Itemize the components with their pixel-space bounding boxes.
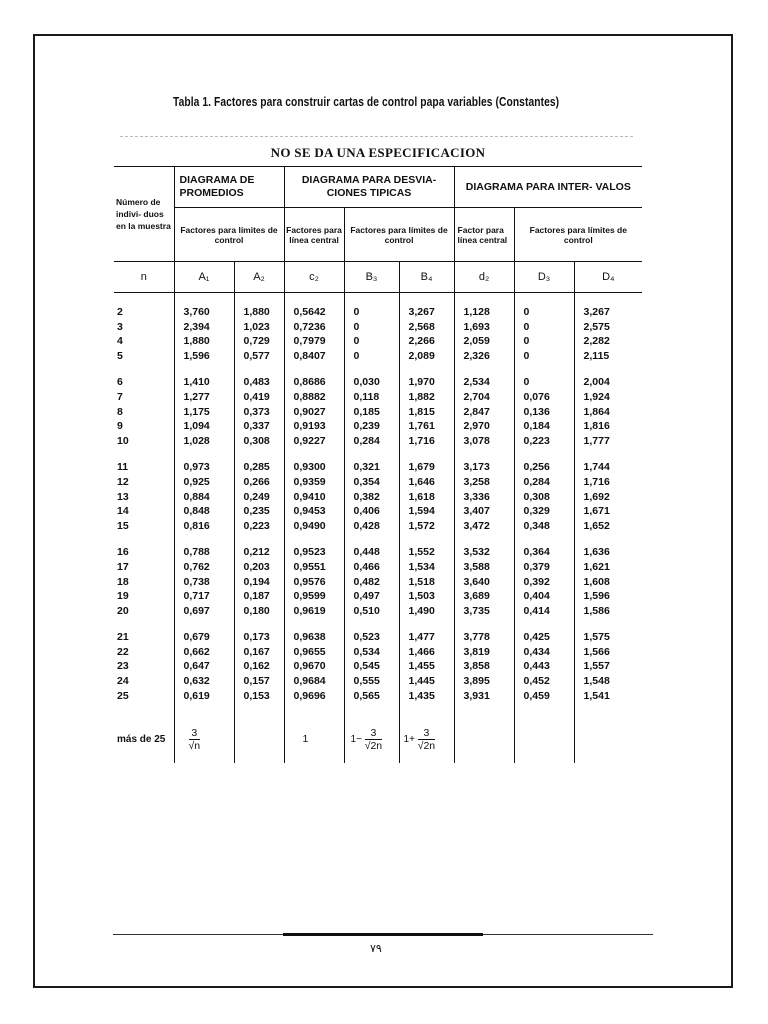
table-cell: 1,671	[574, 504, 642, 519]
table-row	[114, 659, 642, 674]
group-spacer	[114, 293, 642, 306]
sym-a1: A₁	[174, 262, 234, 293]
table-cell: 0	[344, 349, 399, 364]
table-cell: 1,924	[574, 390, 642, 405]
table-cell: 0,414	[514, 604, 574, 619]
control-factors-table	[114, 140, 642, 763]
table-cell: 3,258	[454, 475, 514, 490]
table-cell: 25	[117, 689, 129, 702]
table-row	[114, 575, 642, 590]
table-cell: 5	[117, 349, 123, 362]
table-cell: 0,459	[514, 689, 574, 704]
table-cell: 3,640	[454, 575, 514, 590]
table-cell: 1,646	[399, 475, 454, 490]
table-cell: 3,931	[454, 689, 514, 704]
table-cell: 1,816	[574, 419, 642, 434]
table-cell: 0,162	[234, 659, 284, 674]
table-cell: 7	[117, 390, 123, 403]
table-row	[114, 405, 642, 420]
table-cell: 0,379	[514, 560, 574, 575]
table-cell: 3,858	[454, 659, 514, 674]
table-row	[114, 475, 642, 490]
table-cell: 0,762	[174, 560, 234, 575]
table-cell: 1,552	[399, 545, 454, 560]
table-cell: 2,704	[454, 390, 514, 405]
table-cell: 3,336	[454, 490, 514, 505]
table-cell: 0,118	[344, 390, 399, 405]
table-cell: 16	[117, 546, 129, 559]
table-cell: 1,882	[399, 390, 454, 405]
header-group-ranges: DIAGRAMA PARA INTER- VALOS	[454, 167, 642, 208]
table-cell: 0,9619	[284, 604, 344, 619]
table-cell: 1,094	[174, 419, 234, 434]
group-spacer	[114, 363, 642, 375]
table-cell: 1,445	[399, 674, 454, 689]
table-cell: 0,9027	[284, 405, 344, 420]
table-cell: 0,406	[344, 504, 399, 519]
table-cell: 18	[117, 575, 129, 588]
table-cell: 0,348	[514, 519, 574, 534]
table-cell: 0,136	[514, 405, 574, 420]
table-cell: 1,761	[399, 419, 454, 434]
table-cell: 2,004	[574, 375, 642, 390]
table-cell: 0,973	[174, 460, 234, 475]
table-row	[114, 545, 642, 560]
table-row	[114, 419, 642, 434]
table-cell: 24	[117, 675, 129, 688]
table-cell: 0	[514, 349, 574, 364]
table-cell: 0,884	[174, 490, 234, 505]
table-cell: 15	[117, 519, 129, 532]
table-cell: 1,652	[574, 519, 642, 534]
table-cell: 3,532	[454, 545, 514, 560]
table-row	[114, 320, 642, 335]
table-cell: 0,180	[234, 604, 284, 619]
group-spacer	[114, 533, 642, 545]
table-cell: 0,697	[174, 604, 234, 619]
header-group-stddev: DIAGRAMA PARA DESVIA- CIONES TIPICAS	[284, 167, 454, 208]
table-cell: 3,735	[454, 604, 514, 619]
sym-a2: A₂	[234, 262, 284, 293]
table-row	[114, 519, 642, 534]
header-sub-stddev-central: Factores para línea central	[284, 208, 344, 262]
table-cell: 3,173	[454, 460, 514, 475]
table-cell: 0,452	[514, 674, 574, 689]
table-cell: 0,632	[174, 674, 234, 689]
table-cell: 0,212	[234, 545, 284, 560]
table-cell: 0,497	[344, 589, 399, 604]
header-sub-stddev-limits: Factores para límites de control	[344, 208, 454, 262]
table-cell: 1,636	[574, 545, 642, 560]
table-cell: 1,621	[574, 560, 642, 575]
table-cell: 0,9490	[284, 519, 344, 534]
table-cell: 0,577	[234, 349, 284, 364]
sym-b4: B₄	[399, 262, 454, 293]
formula-a1: $\frac{3}{√n}$	[188, 726, 201, 752]
table-row	[114, 375, 642, 390]
table-cell: 1,596	[574, 589, 642, 604]
table-cell: 0,266	[234, 475, 284, 490]
table-cell: 2,089	[399, 349, 454, 364]
table-cell: 0,167	[234, 645, 284, 660]
table-cell: 8	[117, 405, 123, 418]
table-cell: 0,9551	[284, 560, 344, 575]
table-cell: 1,586	[574, 604, 642, 619]
table-cell: 0,404	[514, 589, 574, 604]
table-cell: 2	[117, 306, 123, 318]
table-cell: 1,175	[174, 405, 234, 420]
table-cell: 22	[117, 645, 129, 658]
table-cell: 1,023	[234, 320, 284, 335]
table-cell: 0,448	[344, 545, 399, 560]
table-row	[114, 560, 642, 575]
table-cell: 0,9523	[284, 545, 344, 560]
table-cell: 0,9193	[284, 419, 344, 434]
table-cell: 0,8686	[284, 375, 344, 390]
table-cell: 0,679	[174, 630, 234, 645]
header-sub-ranges-limits: Factores para límites de control	[514, 208, 642, 262]
table-cell: 3,819	[454, 645, 514, 660]
sym-d3: D₃	[514, 262, 574, 293]
table-cell: 11	[117, 461, 129, 474]
table-cell: 0,9599	[284, 589, 344, 604]
table-row	[114, 434, 642, 449]
table-cell: 0,434	[514, 645, 574, 660]
table-cell: 0,534	[344, 645, 399, 660]
table-cell: 1,596	[174, 349, 234, 364]
table-cell: 0,647	[174, 659, 234, 674]
table-cell: 1,410	[174, 375, 234, 390]
table-cell: 3,778	[454, 630, 514, 645]
sym-n: n	[114, 262, 174, 293]
table-row	[114, 349, 642, 364]
table-cell: 4	[117, 335, 123, 348]
table-row	[114, 589, 642, 604]
table-cell: 2,059	[454, 334, 514, 349]
table-cell: 1,608	[574, 575, 642, 590]
table-cell: 10	[117, 434, 129, 447]
factors-table	[114, 166, 642, 763]
table-cell: 2,394	[174, 320, 234, 335]
table-cell: 0,9410	[284, 490, 344, 505]
table-cell: 1,518	[399, 575, 454, 590]
table-cell: 0,545	[344, 659, 399, 674]
table-cell: 3,472	[454, 519, 514, 534]
table-cell: 0,239	[344, 419, 399, 434]
table-cell: 0,249	[234, 490, 284, 505]
table-cell: 2,282	[574, 334, 642, 349]
table-cell: 3,267	[574, 305, 642, 320]
table-cell: 12	[117, 475, 129, 488]
table-cell: 0	[344, 320, 399, 335]
table-cell: 0,555	[344, 674, 399, 689]
table-cell: 1,490	[399, 604, 454, 619]
table-cell: 1,880	[174, 334, 234, 349]
table-cell: 0,7979	[284, 334, 344, 349]
table-cell: 1,594	[399, 504, 454, 519]
table-cell: 0	[514, 305, 574, 320]
table-cell: 3,895	[454, 674, 514, 689]
table-cell: 0,392	[514, 575, 574, 590]
table-cell: 0,187	[234, 589, 284, 604]
table-cell: 2,847	[454, 405, 514, 420]
table-cell: 0,425	[514, 630, 574, 645]
table-cell: 23	[117, 660, 129, 673]
table-cell: 0,483	[234, 375, 284, 390]
table-cell: 17	[117, 560, 129, 573]
table-cell: 0,428	[344, 519, 399, 534]
table-cell: 1,477	[399, 630, 454, 645]
table-cell: 1,970	[399, 375, 454, 390]
table-cell: 1,541	[574, 689, 642, 704]
table-cell: 1,534	[399, 560, 454, 575]
table-row	[114, 334, 642, 349]
table-cell: 0,662	[174, 645, 234, 660]
group-spacer	[114, 448, 642, 460]
table-cell: 0,510	[344, 604, 399, 619]
table-cell: 1,716	[574, 475, 642, 490]
table-cell: 0,729	[234, 334, 284, 349]
table-cell: 0,157	[234, 674, 284, 689]
table-cell: 0,8407	[284, 349, 344, 364]
cell-a2-empty	[234, 715, 284, 763]
table-cell: 0,308	[234, 434, 284, 449]
table-cell: 1,880	[234, 305, 284, 320]
table-cell: 0,419	[234, 390, 284, 405]
table-cell: 3	[117, 320, 123, 333]
table-row	[114, 604, 642, 619]
table-cell: 2,970	[454, 419, 514, 434]
cell-b4-formula: 1+ $\frac{3}{√2n}$	[399, 715, 454, 763]
table-cell: 0,523	[344, 630, 399, 645]
table-cell: 0,382	[344, 490, 399, 505]
table-cell: 0,848	[174, 504, 234, 519]
table-cell: 19	[117, 590, 129, 603]
table-cell: 0,030	[344, 375, 399, 390]
table-cell: 0,619	[174, 689, 234, 704]
table-cell: 0,482	[344, 575, 399, 590]
table-cell: 9	[117, 420, 123, 433]
table-cell: 1,864	[574, 405, 642, 420]
table-cell: 0,5642	[284, 305, 344, 320]
footer-rule	[113, 933, 653, 936]
table-cell: 1,028	[174, 434, 234, 449]
table-cell: 3,588	[454, 560, 514, 575]
table-cell: 14	[117, 505, 129, 518]
table-cell: 0,738	[174, 575, 234, 590]
table-cell: 1,815	[399, 405, 454, 420]
table-cell: 0,925	[174, 475, 234, 490]
table-cell: 1,575	[574, 630, 642, 645]
table-cell: 1,693	[454, 320, 514, 335]
table-row	[114, 460, 642, 475]
table-cell: 21	[117, 631, 129, 644]
table-cell: 0,185	[344, 405, 399, 420]
table-cell: 0,9576	[284, 575, 344, 590]
table-cell: 0,223	[514, 434, 574, 449]
table-cell: 0,329	[514, 504, 574, 519]
table-cell: 0,9684	[284, 674, 344, 689]
table-cell: 0,223	[234, 519, 284, 534]
table-cell: 0,816	[174, 519, 234, 534]
table-cell: 0,153	[234, 689, 284, 704]
table-cell: 0,9300	[284, 460, 344, 475]
table-cell: 0	[514, 375, 574, 390]
table-row	[114, 490, 642, 505]
table-row	[114, 504, 642, 519]
cell-d3-empty	[514, 715, 574, 763]
table-cell: 0,354	[344, 475, 399, 490]
header-sub-averages-limits: Factores para límites de control	[174, 208, 284, 262]
table-cell: 1,566	[574, 645, 642, 660]
table-banner: NO SE DA UNA ESPECIFICACION	[270, 145, 486, 160]
table-cell: 0,308	[514, 490, 574, 505]
table-cell: 0,364	[514, 545, 574, 560]
table-cell: 0,565	[344, 689, 399, 704]
table-cell: 0,443	[514, 659, 574, 674]
header-group-averages: DIAGRAMA DE PROMEDIOS	[174, 167, 284, 208]
table-cell: 0,076	[514, 390, 574, 405]
table-cell: 0,9670	[284, 659, 344, 674]
sym-b3: B₃	[344, 262, 399, 293]
table-cell: 0	[514, 320, 574, 335]
table-cell: 0,194	[234, 575, 284, 590]
table-cell: 0,8882	[284, 390, 344, 405]
table-row	[114, 390, 642, 405]
table-cell: 1,679	[399, 460, 454, 475]
table-cell: 0	[344, 305, 399, 320]
table-cell: 2,534	[454, 375, 514, 390]
table-cell: 1,277	[174, 390, 234, 405]
table-cell: 1,466	[399, 645, 454, 660]
table-cell: 1,128	[454, 305, 514, 320]
table-cell: 1,572	[399, 519, 454, 534]
table-cell: 3,267	[399, 305, 454, 320]
table-cell: 0,235	[234, 504, 284, 519]
table-cell: 0,717	[174, 589, 234, 604]
table-cell: 0,9453	[284, 504, 344, 519]
table-cell: 2,568	[399, 320, 454, 335]
table-row	[114, 305, 642, 320]
header-sub-ranges-central: Factor para línea central	[454, 208, 514, 262]
table-cell: 1,692	[574, 490, 642, 505]
table-cell: 0,9696	[284, 689, 344, 704]
table-cell: 0,337	[234, 419, 284, 434]
header-sample-size: Número de indivi- duos en la muestra	[114, 167, 174, 262]
sym-d4: D₄	[574, 262, 642, 293]
table-cell: 0,284	[344, 434, 399, 449]
table-cell: 2,115	[574, 349, 642, 364]
table-cell: 1,455	[399, 659, 454, 674]
table-title: Tabla 1. Factores para construir cartas de control papa variables (Constantes)	[173, 95, 560, 109]
table-cell: 0,373	[234, 405, 284, 420]
table-cell: 20	[117, 604, 129, 617]
table-cell: 1,503	[399, 589, 454, 604]
table-cell: 3,407	[454, 504, 514, 519]
table-row	[114, 645, 642, 660]
table-cell: 0,9638	[284, 630, 344, 645]
table-cell: 0,284	[514, 475, 574, 490]
table-cell: 0,321	[344, 460, 399, 475]
table-cell: 1,777	[574, 434, 642, 449]
table-cell: 3,689	[454, 589, 514, 604]
table-row	[114, 630, 642, 645]
table-cell: 0,9227	[284, 434, 344, 449]
table-cell: 0,7236	[284, 320, 344, 335]
cell-b3-formula: 1− $\frac{3}{√2n}$	[344, 715, 399, 763]
cell-c2-formula: 1	[284, 715, 344, 763]
table-cell: 0,9359	[284, 475, 344, 490]
table-cell: 0	[344, 334, 399, 349]
table-cell: 0,285	[234, 460, 284, 475]
table-cell: 0,203	[234, 560, 284, 575]
row-label-more-than-25: más de 25	[117, 733, 166, 745]
table-cell: 1,716	[399, 434, 454, 449]
divider	[120, 136, 633, 137]
table-cell: 0,9655	[284, 645, 344, 660]
table-cell: 3,078	[454, 434, 514, 449]
table-cell: 1,744	[574, 460, 642, 475]
page-number: ٧٩	[370, 942, 382, 955]
table-cell: 2,575	[574, 320, 642, 335]
table-cell: 13	[117, 490, 129, 503]
sym-d2: d₂	[454, 262, 514, 293]
cell-d2-empty	[454, 715, 514, 763]
table-cell: 6	[117, 376, 123, 389]
table-cell: 3,760	[174, 305, 234, 320]
table-cell: 0,256	[514, 460, 574, 475]
table-cell: 1,557	[574, 659, 642, 674]
sym-c2: c₂	[284, 262, 344, 293]
table-row	[114, 674, 642, 689]
table-cell: 0,184	[514, 419, 574, 434]
table-cell: 2,266	[399, 334, 454, 349]
table-cell: 2,326	[454, 349, 514, 364]
group-spacer	[114, 618, 642, 630]
table-cell: 0,466	[344, 560, 399, 575]
table-row	[114, 689, 642, 704]
table-cell: 1,548	[574, 674, 642, 689]
table-cell: 0	[514, 334, 574, 349]
table-cell: 0,173	[234, 630, 284, 645]
table-cell: 0,788	[174, 545, 234, 560]
cell-a1-formula	[174, 715, 234, 763]
table-cell: 1,618	[399, 490, 454, 505]
table-cell: 1,435	[399, 689, 454, 704]
cell-d4-empty	[574, 715, 642, 763]
